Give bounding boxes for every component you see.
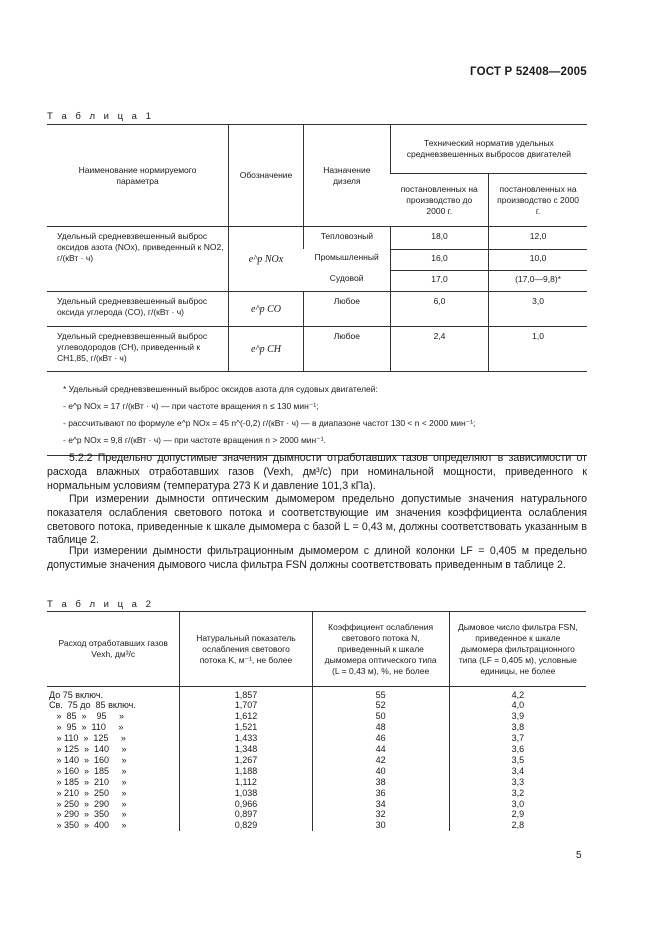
- value-before: 2,4: [390, 327, 488, 372]
- table1-footnote: * Удельный средневзвешенный выброс оксидов азота для судовых двигателей: - e^p NOx = 17 г/(кВт · ч) — при частоте вращения n ≤ 130 мин⁻¹; - рассчитывают по формуле e^p NOx = 45 n^(-0,2) г/(кВт · ч) — в диапазоне частот 130 < n < 2000 мин⁻¹; - e^p NOx = 9,8 г/(кВт · ч) — при частоте вращения n > 2000 мин⁻¹.: [47, 372, 587, 456]
- param-nox: Удельный средневзвешенный выброс оксидов азота (NOx), приведенный к NO2, г/(кВт · ч): [57, 231, 224, 263]
- table-row: Св. 75 до 85 включ. 1,707 52 4,0: [47, 700, 586, 711]
- header-symbol: Обозначение: [229, 125, 304, 227]
- value-after: 12,0: [489, 227, 587, 250]
- header-before-2000: постановленных на производство до 2000 г.: [390, 174, 488, 227]
- purpose-cell: Любое: [303, 327, 390, 372]
- value-after: 3,0: [489, 292, 587, 327]
- symbol-co: e^p CO: [229, 292, 304, 327]
- purpose-cell: Любое: [303, 292, 390, 327]
- table-row: » 110 » 125 » 1,433 46 3,7: [47, 733, 586, 744]
- purpose-cell: Судовой: [329, 273, 364, 283]
- table-row: » 95 » 110 » 1,521 48 3,8: [47, 722, 586, 733]
- purpose-cell: Промышленный: [314, 252, 379, 262]
- value-before: 16,0: [390, 249, 488, 270]
- table-row: » 350 » 400 » 0,829 30 2,8: [47, 820, 586, 831]
- table-row: » 125 » 140 » 1,348 44 3,6: [47, 744, 586, 755]
- value-after: 1,0: [489, 327, 587, 372]
- paragraph-5-2-2: 5.2.2 Предельно допустимые значения дымности отработавших газов определяют в зависимости от расхода влажных отработавших газов (Vexh, дм³/с) при номинальной мощности, приведенного к нормальным условиям (температура 273 К и давление 101,3 кПа).: [47, 452, 587, 492]
- table-row: » 85 » 95 » 1,612 50 3,9: [47, 711, 586, 722]
- table-row: До 75 включ. 1,857 55 4,2: [47, 690, 586, 701]
- header-flow: Расход отработавших газов Vexh, дм³/с: [47, 612, 180, 687]
- table-row: » 210 » 250 » 1,038 36 3,2: [47, 788, 586, 799]
- header-n: Коэффициент ослабления светового потока N, приведенный к шкале дымомера оптического типа (L = 0,43 м), %, не более: [312, 612, 449, 687]
- table-row: » 185 » 210 » 1,112 38 3,3: [47, 777, 586, 788]
- table-row: » 250 » 290 » 0,966 34 3,0: [47, 799, 586, 810]
- param-ch: Удельный средневзвешенный выброс углеводородов (CH), приведенный к CH1,85, г/(кВт · ч): [47, 327, 229, 372]
- document-id: ГОСТ Р 52408—2005: [470, 66, 587, 78]
- purpose-cell: Тепловозный: [303, 227, 390, 250]
- table-row: » 140 » 160 » 1,267 42 3,5: [47, 755, 586, 766]
- header-purpose: Назначение дизеля: [303, 125, 390, 227]
- paragraph-filter: При измерении дымности фильтрационным дымомером с длиной колонки LF = 0,405 м предельно допустимые значения дымового числа фильтра FSN должны соответствовать приведенным в таблице 2.: [47, 545, 587, 571]
- value-after: (17,0—9,8)*: [489, 270, 587, 292]
- value-before: 18,0: [390, 227, 488, 250]
- param-co: Удельный средневзвешенный выброс оксида углерода (CO), г/(кВт · ч): [47, 292, 229, 327]
- emission-norms-table: [47, 124, 587, 456]
- table1-caption: Т а б л и ц а 1: [47, 111, 154, 122]
- paragraph-optical: При измерении дымности оптическим дымомером предельно допустимые значения натурального показателя ослабления светового потока и соответствующие им значения коэффициента ослабления светового потока, приведенные к шкале дымомера с базой L = 0,43 м, должны соответствовать указанным в таблице 2.: [47, 493, 587, 547]
- table-row: » 160 » 185 » 1,188 40 3,4: [47, 766, 586, 777]
- value-before: 6,0: [390, 292, 488, 327]
- value-before: 17,0: [390, 270, 488, 292]
- symbol-nox: e^p NOx: [229, 227, 304, 292]
- header-k: Натуральный показатель ослабления светового потока K, м⁻¹, не более: [180, 612, 312, 687]
- header-norm: Технический норматив удельных средневзвешенных выбросов двигателей: [390, 125, 587, 174]
- table-row: » 290 » 350 » 0,897 32 2,9: [47, 809, 586, 820]
- table2-caption: Т а б л и ц а 2: [47, 599, 154, 610]
- value-after: 10,0: [489, 249, 587, 270]
- smoke-limits-table: [47, 611, 586, 831]
- header-after-2000: постановленных на производство с 2000 г.: [489, 174, 587, 227]
- symbol-ch: e^p CH: [229, 327, 304, 372]
- header-param: Наименование нормируемого параметра: [47, 125, 229, 227]
- page-number: 5: [576, 850, 582, 861]
- header-fsn: Дымовое число фильтра FSN, приведенное к шкале дымомера фильтрационного типа (LF = 0,405 м), условные единицы, не более: [449, 612, 586, 687]
